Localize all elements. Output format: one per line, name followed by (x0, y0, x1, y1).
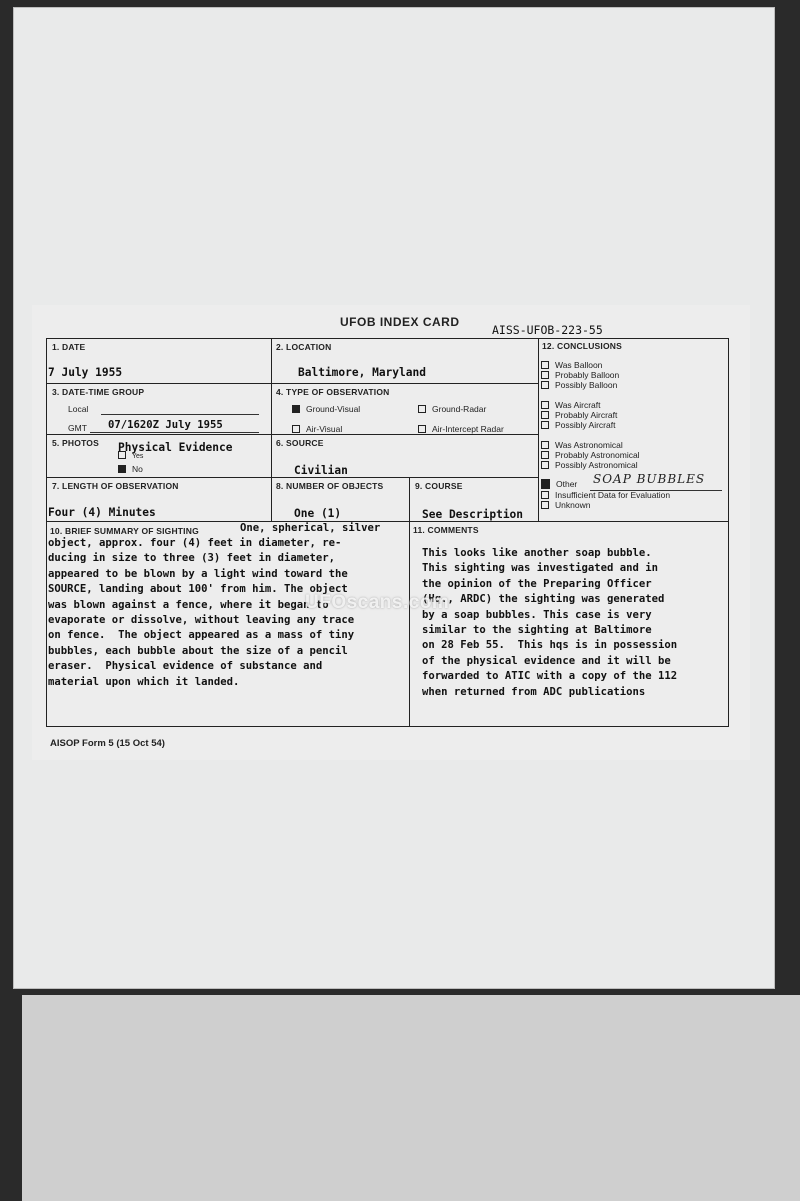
checkbox-icon (541, 501, 549, 509)
summary-label: 10. BRIEF SUMMARY OF SIGHTING (50, 526, 199, 536)
obs-ground-visual: Ground-Visual (292, 404, 360, 414)
divider (46, 383, 538, 384)
photos-yes: Yes (118, 452, 143, 460)
checkbox-icon (541, 441, 549, 449)
conclusion-item: Probably Balloon (541, 370, 619, 380)
conclusion-item: Unknown (541, 500, 590, 510)
local-label: Local (68, 404, 89, 414)
location-label: 2. LOCATION (276, 342, 332, 352)
checkbox-checked-icon (541, 479, 550, 489)
checkbox-checked-icon (292, 405, 300, 413)
divider (46, 521, 729, 522)
divider (46, 477, 538, 478)
conclusion-item: Was Aircraft (541, 400, 601, 410)
course-value: See Description (422, 508, 524, 521)
checkbox-icon (541, 451, 549, 459)
photos-no: No (118, 464, 143, 474)
watermark: UFOscans.com (305, 592, 450, 613)
observation-type-label: 4. TYPE OF OBSERVATION (276, 387, 390, 397)
checkbox-icon (541, 411, 549, 419)
conclusion-item: Probably Aircraft (541, 410, 617, 420)
location-value: Baltimore, Maryland (298, 366, 426, 379)
source-value: Civilian (294, 464, 348, 477)
checkbox-icon (541, 381, 549, 389)
obs-air-intercept-radar: Air-Intercept Radar (418, 424, 504, 434)
checkbox-checked-icon (118, 465, 126, 473)
conclusion-item: Was Balloon (541, 360, 602, 370)
divider (46, 434, 538, 435)
conclusion-item-other: Other (541, 479, 577, 490)
objects-value: One (1) (294, 507, 342, 520)
checkbox-icon (418, 405, 426, 413)
obs-air-visual: Air-Visual (292, 424, 342, 434)
gmt-label: GMT (68, 423, 87, 433)
gmt-line (90, 432, 259, 433)
date-value: 7 July 1955 (48, 366, 123, 379)
course-label: 9. COURSE (415, 481, 463, 491)
comments-label: 11. COMMENTS (413, 525, 479, 535)
file-number: AISS-UFOB-223-55 (492, 323, 603, 337)
photos-label: 5. PHOTOS (52, 438, 99, 448)
comments-text: This looks like another soap bubble. This sighting was investigated and in the opinion of the Preparing Officer (Hq., ARDC) the sighting was generated by a soap bubbles. This case is very similar to the sighting at Baltimore on 28 Feb 55. This hqs is in possession of the physical evidence and it will be forwarded to ATIC with a copy of the 112 when returned from ADC publications (422, 547, 678, 698)
checkbox-icon (118, 451, 126, 459)
conclusion-item: Possibly Aircraft (541, 420, 615, 430)
conclusion-item: Was Astronomical (541, 440, 623, 450)
card-title: UFOB INDEX CARD (340, 315, 460, 329)
gmt-value: 07/1620Z July 1955 (108, 419, 223, 431)
checkbox-icon (418, 425, 426, 433)
length-label: 7. LENGTH OF OBSERVATION (52, 481, 179, 491)
length-value: Four (4) Minutes (48, 506, 156, 519)
objects-label: 8. NUMBER OF OBJECTS (276, 481, 384, 491)
divider (271, 338, 272, 522)
summary-text: object, approx. four (4) feet in diameter, re- ducing in size to three (3) feet in diameter, appeared to be blown by a light wind toward the SOURCE, landing about 100' from him. The object was blown against a fence, where it began to evaporate or dissolve, without leaving any trace on fence. The object appeared as a mass of tiny bubbles, each bubble about the size of a pencil eraser. Physical evidence of substance and material upon which it landed. (48, 537, 355, 688)
checkbox-icon (541, 421, 549, 429)
checkbox-icon (541, 401, 549, 409)
source-label: 6. SOURCE (276, 438, 324, 448)
checkbox-icon (292, 425, 300, 433)
dtg-label: 3. DATE-TIME GROUP (52, 387, 145, 397)
other-handwritten: SOAP BUBBLES (593, 472, 706, 486)
form-footer: AISOP Form 5 (15 Oct 54) (50, 738, 165, 749)
conclusion-item: Possibly Balloon (541, 380, 617, 390)
obs-ground-radar: Ground-Radar (418, 404, 486, 414)
summary-first-line: One, spherical, silver (240, 522, 381, 534)
checkbox-icon (541, 491, 549, 499)
photos-value: Physical Evidence (118, 441, 233, 454)
checkbox-icon (541, 361, 549, 369)
conclusion-item: Probably Astronomical (541, 450, 640, 460)
conclusion-item: Insufficient Data for Evaluation (541, 490, 670, 500)
date-label: 1. DATE (52, 342, 86, 352)
conclusion-item: Possibly Astronomical (541, 460, 638, 470)
scan-background (22, 995, 800, 1201)
conclusions-label: 12. CONCLUSIONS (542, 341, 622, 351)
local-line (101, 414, 259, 415)
checkbox-icon (541, 371, 549, 379)
divider (538, 338, 539, 522)
checkbox-icon (541, 461, 549, 469)
